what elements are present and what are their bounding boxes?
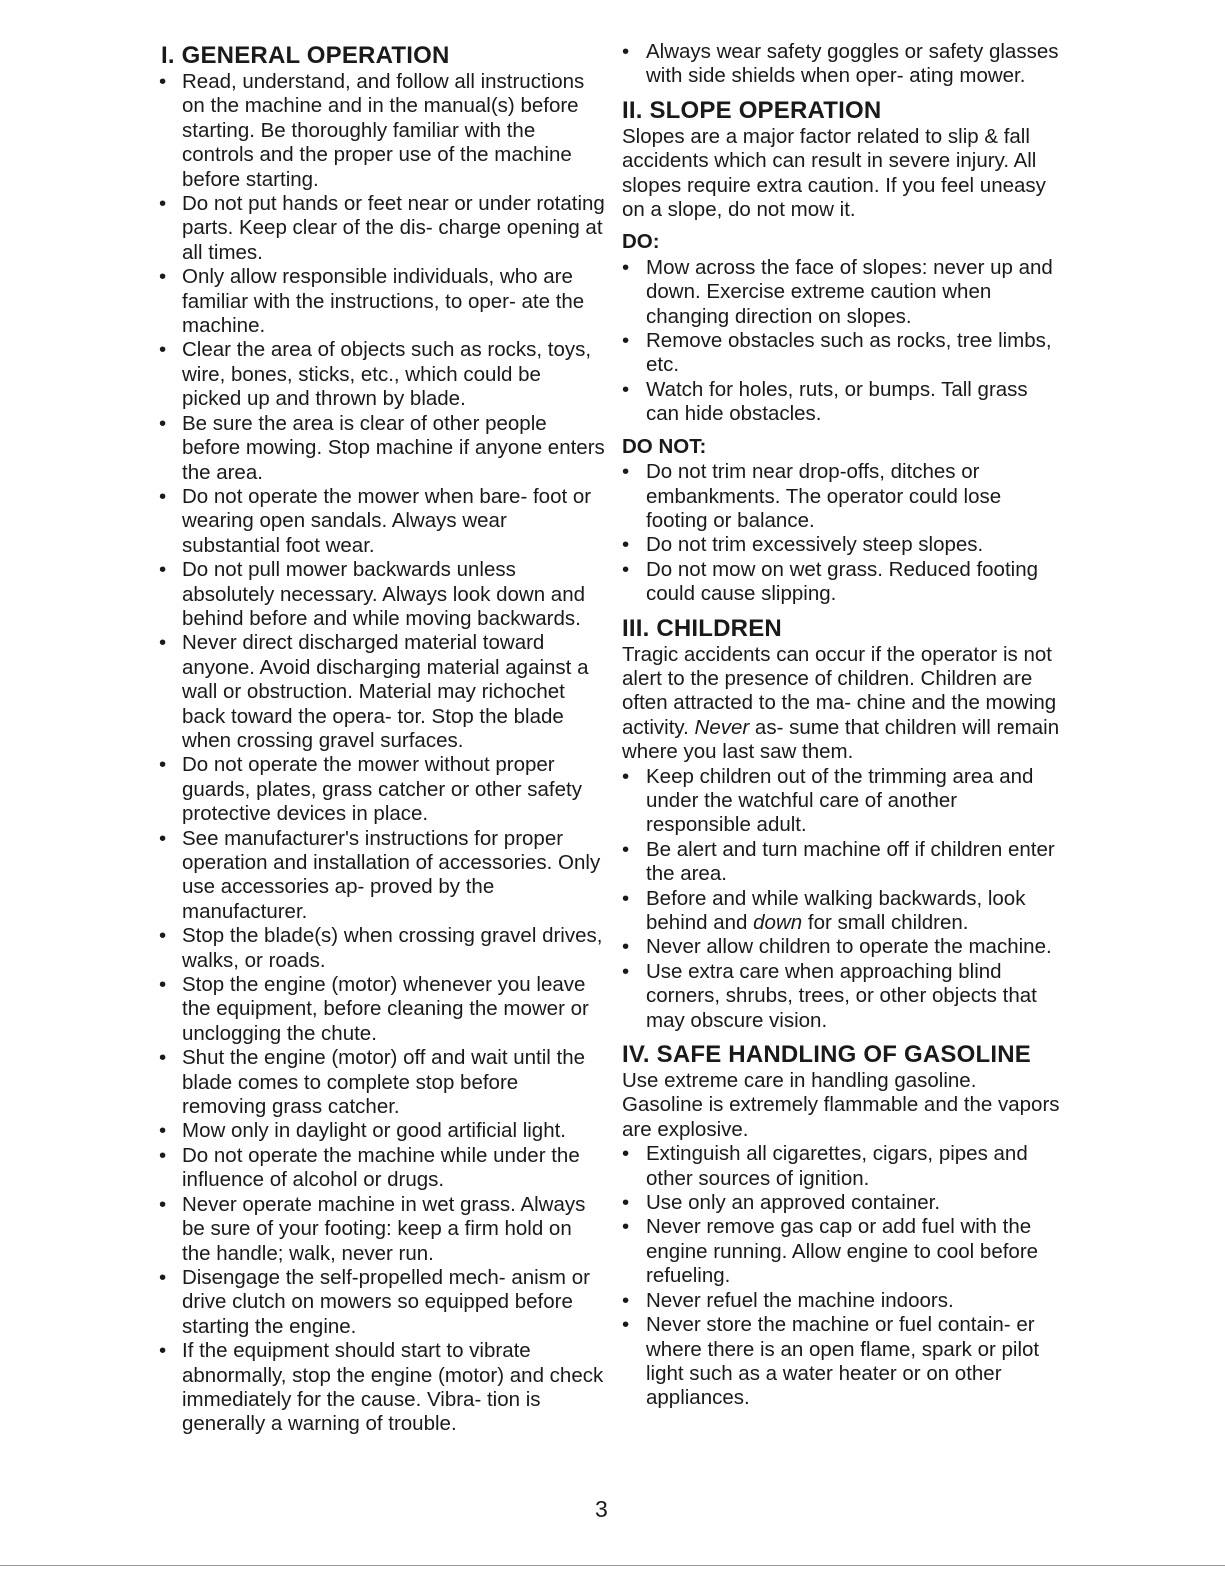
list-item: • Do not operate the mower without proper guards, plates, grass catcher or other safety protective devices in place. (159, 753, 582, 826)
bullet-icon: • (159, 411, 167, 435)
bullet-icon: • (159, 192, 167, 216)
bullet-icon: • (622, 1191, 630, 1215)
bullet-icon: • (622, 935, 630, 959)
bullet-icon: • (622, 886, 630, 910)
bottom-rule (0, 1565, 1225, 1566)
list-item: • Use only an approved container. (622, 1191, 941, 1215)
do-not-label: DO NOT: (622, 434, 707, 458)
list-item: • Never operate machine in wet grass. Always be sure of your footing: keep a firm hold on the handle; walk, never run. (159, 1192, 586, 1265)
section-heading-children: III. CHILDREN (622, 614, 782, 642)
children-intro: Tragic accidents can occur if the operator is not alert to the presence of children. Children are often attracted to the ma- chine and the mowing activity. Never as- sume that children will remain where you last saw them. (622, 642, 1060, 764)
bullet-icon: • (159, 973, 167, 997)
list-item: • Keep children out of the trimming area and under the watchful care of another responsible adult. (622, 764, 1034, 837)
bullet-icon: • (159, 1339, 167, 1363)
do-not-list (608, 460, 1060, 606)
bullet-icon: • (622, 329, 630, 353)
bullet-icon: • (159, 753, 167, 777)
general-operation-list (143, 70, 605, 1437)
gasoline-intro: Use extreme care in handling gasoline. Gasoline is extremely flammable and the vapors are explosive. (622, 1069, 1060, 1141)
right-column (608, 40, 1060, 1411)
bullet-icon: • (622, 557, 630, 581)
list-item: • Remove obstacles such as rocks, tree limbs, etc. (622, 329, 1052, 377)
bullet-icon: • (159, 484, 167, 508)
bullet-icon: • (622, 1313, 630, 1337)
list-item: • Be alert and turn machine off if children enter the area. (622, 837, 1055, 886)
left-column (143, 40, 605, 1437)
list-item: • Extinguish all cigarettes, cigars, pipes and other sources of ignition. (622, 1142, 1028, 1190)
bullet-icon: • (159, 1143, 167, 1167)
list-item: • Do not trim near drop-offs, ditches or embankments. The operator could lose footing or balance. (622, 460, 1002, 532)
bullet-icon: • (159, 70, 167, 93)
bullet-icon: • (622, 764, 630, 788)
list-item: • Always wear safety goggles or safety glasses with side shields when oper- ating mower. (622, 40, 1059, 88)
list-item: • Be sure the area is clear of other people before mowing. Stop machine if anyone enters the area. (159, 411, 605, 484)
page-number: 3 (595, 1496, 608, 1522)
bullet-icon: • (159, 826, 167, 850)
list-item: • Before and while walking backwards, look behind and down for small children. (622, 886, 1026, 934)
bullet-icon: • (159, 265, 167, 289)
list-item: • Do not operate the mower when bare- foot or wearing open sandals. Always wear substantial foot wear. (159, 484, 592, 557)
bullet-icon: • (622, 40, 630, 63)
slope-intro: Slopes are a major factor related to slip & fall accidents which can result in severe injury. All slopes require extra caution. If you feel uneasy on a slope, do not mow it. (622, 124, 1046, 222)
list-item: • Stop the engine (motor) whenever you leave the equipment, before cleaning the mower or unclogging the chute. (159, 973, 589, 1045)
bullet-icon: • (622, 377, 630, 401)
bullet-icon: • (622, 255, 630, 279)
section-heading-slope-operation: II. SLOPE OPERATION (622, 96, 882, 124)
bullet-icon: • (622, 837, 630, 861)
bullet-icon: • (159, 631, 167, 655)
list-item: • Do not mow on wet grass. Reduced footing could cause slipping. (622, 557, 1038, 606)
list-item: • Do not trim excessively steep slopes. (622, 533, 984, 557)
list-item: • Never refuel the machine indoors. (622, 1288, 954, 1312)
list-item: • Disengage the self-propelled mech- anism or drive clutch on mowers so equipped before starting the engine. (159, 1265, 590, 1338)
section-heading-gasoline: IV. SAFE HANDLING OF GASOLINE (622, 1041, 1031, 1069)
list-item: • Stop the blade(s) when crossing gravel drives, walks, or roads. (159, 924, 603, 972)
list-item: • Do not put hands or feet near or under rotating parts. Keep clear of the dis- charge opening at all times. (159, 192, 605, 264)
list-item: • Clear the area of objects such as rocks, toys, wire, bones, sticks, etc., which could be picked up and thrown by blade. (159, 338, 592, 411)
list-item: • Read, understand, and follow all instructions on the machine and in the manual(s) before starting. Be thoroughly familiar with the controls and the proper use of the machine before starting. (159, 70, 585, 191)
list-item: • Mow across the face of slopes: never up and down. Exercise extreme caution when changing direction on slopes. (622, 255, 1053, 328)
bullet-icon: • (622, 1288, 630, 1312)
bullet-icon: • (622, 1142, 630, 1166)
bullet-icon: • (622, 533, 630, 557)
bullet-icon: • (622, 460, 630, 484)
list-item: • Use extra care when approaching blind corners, shrubs, trees, or other objects that may obscure vision. (622, 959, 1037, 1032)
list-item: • See manufacturer's instructions for proper operation and installation of accessories. Only use accessories ap- proved by the manufacturer. (159, 826, 601, 923)
bullet-icon: • (622, 1215, 630, 1239)
list-item: • Never remove gas cap or add fuel with the engine running. Allow engine to cool before refueling. (622, 1215, 1039, 1288)
list-item: • Never direct discharged material toward anyone. Avoid discharging material against a wall or obstruction. Material may richochet back toward the opera- tor. Stop the blade when crossing gravel surfaces. (159, 631, 589, 752)
list-item: • Mow only in daylight or good artificial light. (159, 1119, 566, 1143)
bullet-icon: • (159, 338, 167, 362)
children-list (608, 765, 1060, 1033)
list-item: • Shut the engine (motor) off and wait until the blade comes to complete stop before removing grass catcher. (159, 1046, 586, 1119)
bullet-icon: • (159, 1265, 167, 1289)
bullet-icon: • (159, 558, 167, 582)
list-item: • Never store the machine or fuel contain- er where there is an open flame, spark or pilot light such as a water heater or on other appliances. (622, 1313, 1040, 1410)
bullet-icon: • (159, 1192, 167, 1216)
section-heading-general-operation: I. GENERAL OPERATION (161, 42, 450, 69)
do-list (608, 256, 1060, 427)
list-item: • Do not operate the machine while under the influence of alcohol or drugs. (159, 1143, 580, 1192)
bullet-icon: • (622, 959, 630, 983)
do-label: DO: (622, 230, 660, 254)
bullet-icon: • (159, 1119, 167, 1143)
bullet-icon: • (159, 1046, 167, 1070)
list-item: • If the equipment should start to vibrate abnormally, stop the engine (motor) and check immediately for the cause. Vibra- tion is generally a warning of trouble. (159, 1339, 604, 1436)
list-item: • Watch for holes, ruts, or bumps. Tall grass can hide obstacles. (622, 377, 1028, 426)
general-operation-continued-list (608, 40, 1060, 89)
list-item: • Only allow responsible individuals, who are familiar with the instructions, to oper- ate the machine. (159, 265, 585, 338)
list-item: • Never allow children to operate the machine. (622, 935, 1052, 959)
list-item: • Do not pull mower backwards unless absolutely necessary. Always look down and behind before and while moving backwards. (159, 558, 586, 630)
bullet-icon: • (159, 924, 167, 948)
gasoline-list (608, 1142, 1060, 1410)
